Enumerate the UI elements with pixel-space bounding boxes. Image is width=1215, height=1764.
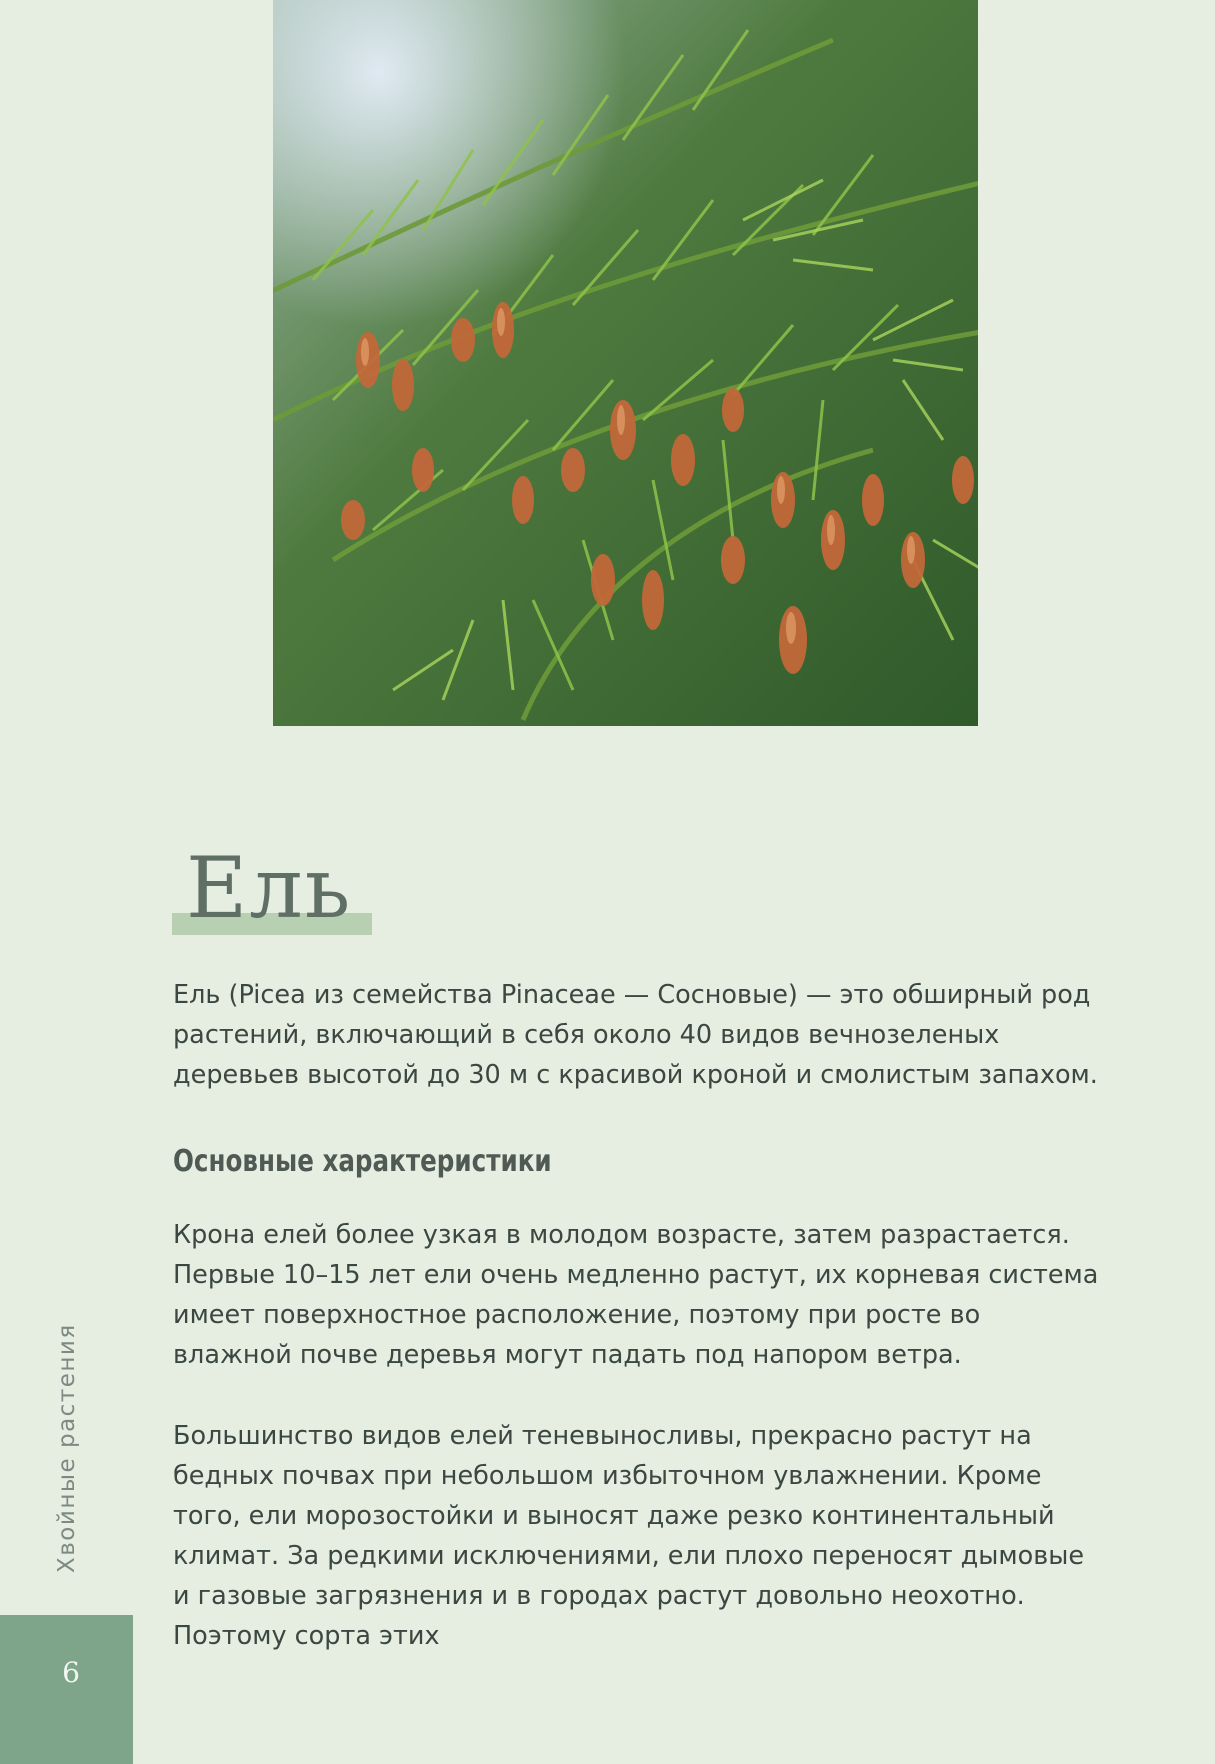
page-number: 6: [62, 1656, 80, 1689]
page-title: Ель: [186, 839, 353, 937]
page-number-block: [0, 1615, 133, 1764]
body-paragraph-1: Крона елей более узкая в молодом возрасте, затем разрастается. Первые 10–15 лет ели очень медленно растут, их корневая система имеет поверхностное расположение, поэтому при росте во влажной почве деревья могут падать под напором ветра.: [173, 1220, 1099, 1370]
intro-paragraph: Ель (Picea из семейства Pinaceae — Сосновые) — это обширный род растений, включающий в себя около 40 видов вечнозеленых деревьев высотой до 30 м с красивой кроной и смолистым запахом.: [173, 980, 1098, 1090]
section-heading: Основные характеристики: [173, 1144, 552, 1179]
spruce-branch-illustration: [273, 0, 978, 726]
spruce-photo: [273, 0, 978, 726]
section-side-label: Хвойные растения: [54, 1323, 80, 1573]
body-paragraph-2: Большинство видов елей теневыносливы, прекрасно растут на бедных почвах при небольшом избыточном увлажнении. Кроме того, ели морозостойки и выносят даже резко континентальный климат. За редкими исключениями, ели плохо переносят дымовые и газовые загрязнения и в городах растут довольно неохотно. Поэтому сорта этих: [173, 1421, 1085, 1651]
title-block: [172, 838, 552, 938]
